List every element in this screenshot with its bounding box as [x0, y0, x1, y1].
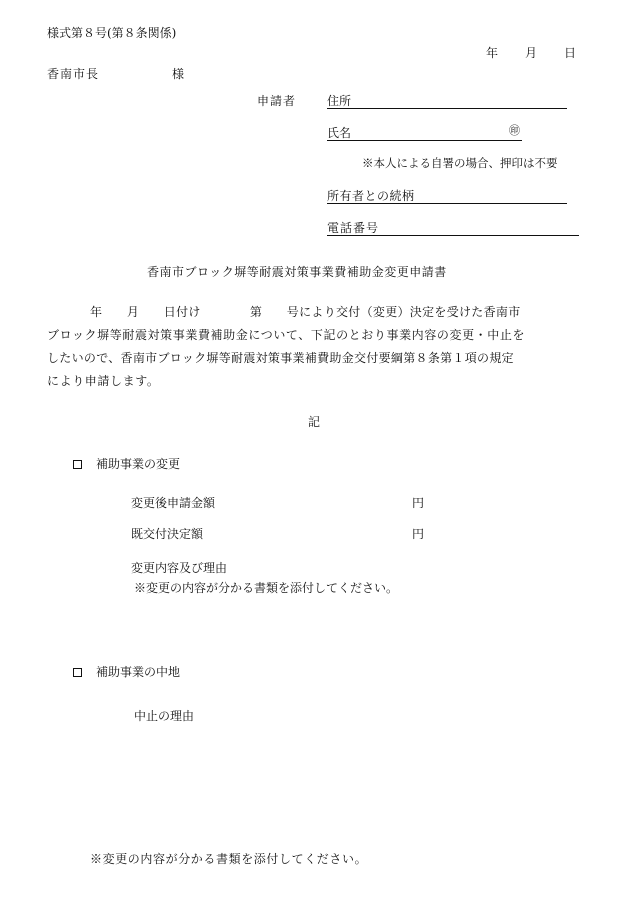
change-checkbox[interactable]	[73, 459, 82, 471]
date-line: 年 月 日	[486, 46, 578, 60]
cancel-heading: 補助事業の中地	[96, 665, 181, 679]
addressee: 香南市長	[47, 67, 100, 81]
change-reason-label: 変更内容及び理由	[131, 561, 228, 575]
cancel-checkbox[interactable]	[73, 667, 82, 679]
address-label: 住所	[327, 94, 352, 108]
phone-label: 電話番号	[327, 221, 380, 235]
cancel-reason-label: 中止の理由	[134, 709, 195, 723]
amount-after-unit: 円	[412, 496, 425, 510]
amount-decided-label: 既交付決定額	[131, 527, 204, 541]
amount-decided-unit: 円	[412, 527, 425, 541]
phone-field[interactable]	[327, 235, 579, 236]
address-field[interactable]	[327, 108, 567, 109]
seal-mark: ㊞	[509, 124, 520, 137]
honorific: 様	[172, 67, 185, 81]
body-line-4: により申請します。	[47, 374, 160, 388]
body-line-1: 年 月 日付け 第 号により交付（変更）決定を受けた香南市	[90, 305, 521, 319]
body-line-3: したいので、香南市ブロック塀等耐震対策事業補費助金交付要綱第８条第１項の規定	[47, 351, 514, 365]
name-label: 氏名	[327, 126, 352, 140]
ki-heading: 記	[308, 415, 321, 429]
amount-after-label: 変更後申請金額	[131, 496, 216, 510]
name-field[interactable]	[327, 140, 522, 141]
document-title: 香南市ブロック塀等耐震対策事業費補助金変更申請書	[147, 265, 447, 279]
relationship-label: 所有者との続柄	[327, 189, 415, 203]
body-line-2: ブロック塀等耐震対策事業費補助金について、下記のとおり事業内容の変更・中止を	[47, 328, 526, 342]
relationship-field[interactable]	[327, 203, 567, 204]
change-heading: 補助事業の変更	[96, 457, 181, 471]
applicant-label: 申請者	[257, 94, 297, 108]
footer-note: ※変更の内容が分かる書類を添付してください。	[90, 852, 368, 866]
form-number: 様式第８号(第８条関係)	[47, 26, 177, 40]
seal-note: ※本人による自署の場合、押印は不要	[362, 156, 558, 170]
change-reason-note: ※変更の内容が分かる書類を添付してください。	[134, 581, 399, 595]
